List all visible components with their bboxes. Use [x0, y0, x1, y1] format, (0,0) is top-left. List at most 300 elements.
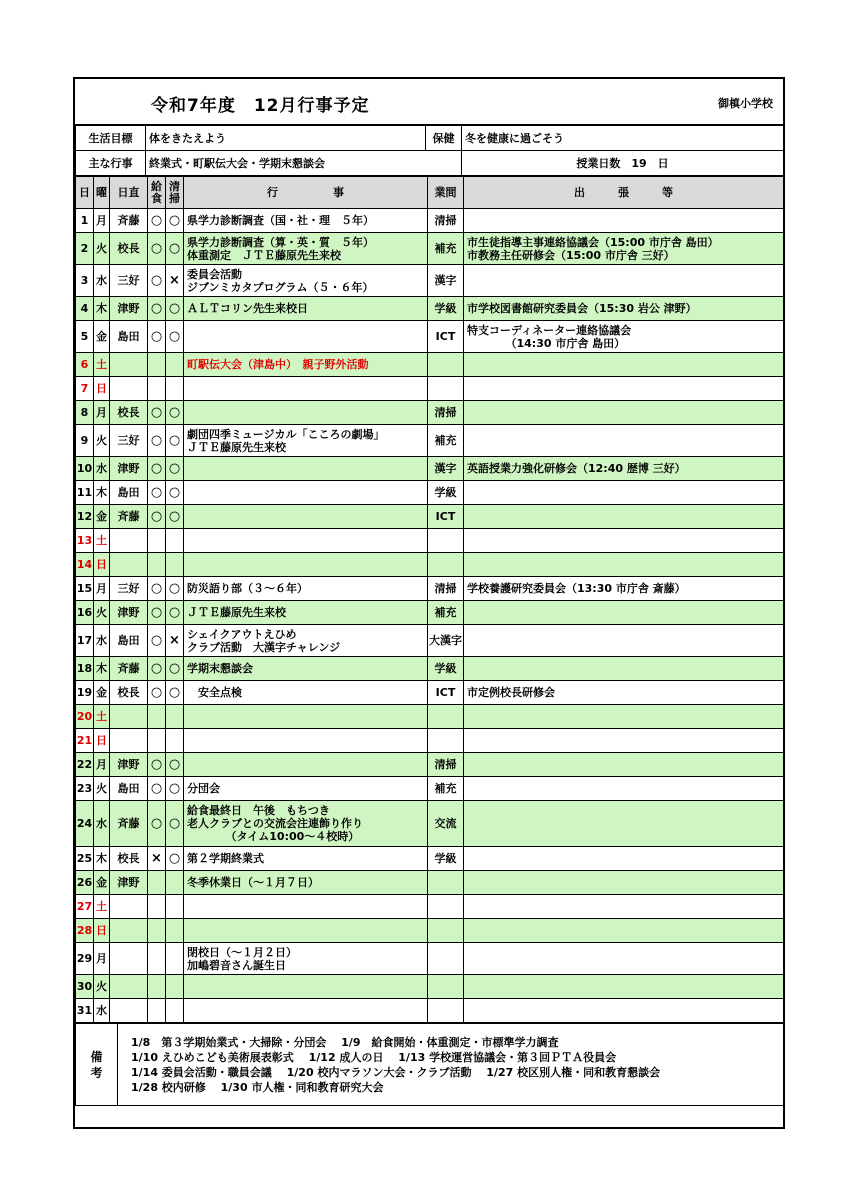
trip-cell — [464, 457, 784, 481]
event-line: 閉校日（～１月２日） — [187, 945, 297, 959]
weekday-cell: 火 — [94, 975, 110, 999]
event-line: 劇団四季ミュージカル「こころの劇場」 — [187, 427, 385, 441]
period-cell — [428, 871, 464, 895]
event-line: 加嶋碧音さん誕生日 — [187, 958, 286, 972]
lunch-cell: ○ — [148, 265, 166, 297]
event-line: ＡＬＴコリン先生来校日 — [187, 302, 308, 315]
clean-cell — [166, 705, 184, 729]
clean-cell: ○ — [166, 577, 184, 601]
clean-cell: ○ — [166, 505, 184, 529]
lunch-cell — [148, 919, 166, 943]
day-cell: 26 — [76, 871, 94, 895]
period-cell: 漢字 — [428, 265, 464, 297]
day-cell: 20 — [76, 705, 94, 729]
day-cell: 16 — [76, 601, 94, 625]
period-cell — [428, 999, 464, 1023]
table-row — [76, 705, 784, 729]
day-cell: 5 — [76, 321, 94, 353]
event-line: 冬季休業日（～１月７日） — [187, 876, 319, 889]
lunch-cell — [148, 871, 166, 895]
table-row — [76, 801, 784, 847]
events-label: 主な行事 — [76, 151, 146, 176]
day-cell: 15 — [76, 577, 94, 601]
day-cell: 24 — [76, 801, 94, 847]
clean-cell — [166, 377, 184, 401]
info-table — [75, 125, 784, 176]
weekday-cell: 金 — [94, 681, 110, 705]
duty-cell: 斉藤 — [110, 505, 148, 529]
lunch-cell — [148, 999, 166, 1023]
period-cell — [428, 377, 464, 401]
table-row — [76, 895, 784, 919]
title-row — [75, 79, 783, 125]
clean-cell: ○ — [166, 801, 184, 847]
period-cell: 大漢字 — [428, 625, 464, 657]
day-cell: 3 — [76, 265, 94, 297]
day-cell: 10 — [76, 457, 94, 481]
trip-cell — [464, 681, 784, 705]
day-cell: 7 — [76, 377, 94, 401]
lunch-cell: ○ — [148, 209, 166, 233]
weekday-cell: 月 — [94, 577, 110, 601]
header-row — [76, 177, 784, 209]
day-cell: 22 — [76, 753, 94, 777]
weekday-cell: 日 — [94, 553, 110, 577]
day-cell: 21 — [76, 729, 94, 753]
event-cell — [184, 353, 428, 377]
weekday-cell: 日 — [94, 377, 110, 401]
trip-cell — [464, 919, 784, 943]
weekday-cell: 金 — [94, 321, 110, 353]
clean-cell — [166, 943, 184, 975]
table-row — [76, 777, 784, 801]
period-cell: 補充 — [428, 233, 464, 265]
duty-cell: 校長 — [110, 401, 148, 425]
lunch-cell — [148, 353, 166, 377]
lunch-cell: ○ — [148, 233, 166, 265]
day-cell: 28 — [76, 919, 94, 943]
weekday-cell: 火 — [94, 233, 110, 265]
trip-cell — [464, 553, 784, 577]
page-title: 令和7年度 12月行事予定 — [151, 96, 370, 116]
trip-cell — [464, 297, 784, 321]
duty-cell — [110, 353, 148, 377]
duty-cell — [110, 895, 148, 919]
period-cell: 清掃 — [428, 209, 464, 233]
table-row — [76, 377, 784, 401]
day-cell: 4 — [76, 297, 94, 321]
duty-cell: 斉藤 — [110, 657, 148, 681]
period-cell: 補充 — [428, 425, 464, 457]
period-cell — [428, 553, 464, 577]
period-cell — [428, 943, 464, 975]
trip-cell — [464, 529, 784, 553]
lunch-cell — [148, 943, 166, 975]
event-line: 委員会活動 — [187, 267, 242, 281]
weekday-cell: 月 — [94, 753, 110, 777]
event-line: ＪＴＥ藤原先生来校 — [187, 440, 286, 454]
event-line: クラブ活動 大漢字チャレンジ — [187, 640, 341, 654]
trip-cell — [464, 705, 784, 729]
lunch-cell: ○ — [148, 777, 166, 801]
goal-row — [76, 126, 784, 151]
duty-cell — [110, 705, 148, 729]
table-row — [76, 353, 784, 377]
table-row — [76, 943, 784, 975]
weekday-cell: 木 — [94, 481, 110, 505]
event-cell — [184, 943, 428, 975]
clean-cell: ○ — [166, 425, 184, 457]
trip-cell — [464, 847, 784, 871]
lunch-cell: ○ — [148, 321, 166, 353]
lunch-cell — [148, 377, 166, 401]
period-cell: 補充 — [428, 601, 464, 625]
day-cell: 23 — [76, 777, 94, 801]
weekday-cell: 水 — [94, 265, 110, 297]
day-cell: 8 — [76, 401, 94, 425]
weekday-cell: 日 — [94, 729, 110, 753]
period-cell: ICT — [428, 505, 464, 529]
event-cell — [184, 975, 428, 999]
period-cell — [428, 895, 464, 919]
duty-cell: 津野 — [110, 297, 148, 321]
period-cell: 清掃 — [428, 753, 464, 777]
table-row — [76, 999, 784, 1023]
note-line: 1/10 えひめこども美術展表彰式 1/12 成人の日 1/13 学校運営協議会・第３回ＰＴＡ役員会 — [131, 1050, 617, 1064]
event-cell — [184, 777, 428, 801]
clean-cell: ○ — [166, 777, 184, 801]
period-cell: 清掃 — [428, 401, 464, 425]
clean-cell: ○ — [166, 209, 184, 233]
notes-label: 備 考 — [76, 1024, 118, 1106]
health-value: 冬を健康に過ごそう — [462, 126, 784, 151]
event-line: 町駅伝大会（津島中） 親子野外活動 — [187, 358, 369, 371]
lunch-cell — [148, 729, 166, 753]
table-row — [76, 321, 784, 353]
trip-cell — [464, 265, 784, 297]
col-event: 行 事 — [184, 177, 428, 209]
trip-cell — [464, 657, 784, 681]
duty-cell — [110, 529, 148, 553]
lunch-cell: ○ — [148, 801, 166, 847]
period-cell: 補充 — [428, 777, 464, 801]
event-cell — [184, 553, 428, 577]
clean-cell — [166, 729, 184, 753]
table-row — [76, 729, 784, 753]
trip-cell — [464, 505, 784, 529]
table-row — [76, 681, 784, 705]
clean-cell — [166, 353, 184, 377]
note-line: 1/8 第３学期始業式・大掃除・分団会 1/9 給食開始・体重測定・市標準学力調査 — [131, 1035, 559, 1049]
weekday-cell: 月 — [94, 401, 110, 425]
lunch-cell — [148, 529, 166, 553]
trip-cell — [464, 871, 784, 895]
table-row — [76, 233, 784, 265]
event-line: 老人クラブとの交流会注連飾り作り — [187, 817, 363, 830]
duty-cell: 三好 — [110, 577, 148, 601]
col-day: 日 — [76, 177, 94, 209]
event-cell — [184, 321, 428, 353]
event-cell — [184, 481, 428, 505]
duty-cell: 島田 — [110, 321, 148, 353]
event-line: ジブンミカタプログラム（５・６年） — [187, 280, 374, 294]
lunch-cell: ○ — [148, 657, 166, 681]
health-label: 保健 — [426, 126, 462, 151]
trip-cell — [464, 729, 784, 753]
day-cell: 27 — [76, 895, 94, 919]
col-lunch: 給 食 — [148, 177, 166, 209]
clean-cell: ○ — [166, 481, 184, 505]
clean-cell: ○ — [166, 657, 184, 681]
day-cell: 13 — [76, 529, 94, 553]
table-row — [76, 209, 784, 233]
trip-cell — [464, 209, 784, 233]
event-cell — [184, 729, 428, 753]
clean-cell: ○ — [166, 233, 184, 265]
trip-line: 学校養護研究委員会（13:30 市庁舎 斎藤） — [467, 582, 686, 595]
trip-cell — [464, 801, 784, 847]
trip-cell — [464, 353, 784, 377]
weekday-cell: 火 — [94, 425, 110, 457]
duty-cell: 校長 — [110, 233, 148, 265]
trip-cell — [464, 321, 784, 353]
table-row — [76, 919, 784, 943]
event-cell — [184, 999, 428, 1023]
event-cell — [184, 377, 428, 401]
col-trip: 出 張 等 — [464, 177, 784, 209]
col-clean: 清 掃 — [166, 177, 184, 209]
period-cell: 学級 — [428, 297, 464, 321]
lunch-cell: ○ — [148, 681, 166, 705]
duty-cell: 津野 — [110, 753, 148, 777]
duty-cell: 津野 — [110, 871, 148, 895]
notes-row — [76, 1024, 784, 1106]
clean-cell: × — [166, 625, 184, 657]
clean-cell: ○ — [166, 681, 184, 705]
period-cell: 学級 — [428, 657, 464, 681]
duty-cell — [110, 999, 148, 1023]
lunch-cell: × — [148, 847, 166, 871]
lunch-cell: ○ — [148, 425, 166, 457]
table-row — [76, 753, 784, 777]
weekday-cell: 木 — [94, 847, 110, 871]
event-line: 県学力診断調査（算・英・質 ５年） — [187, 235, 374, 249]
trip-line: 市学校図書館研究委員会（15:30 岩公 津野） — [467, 302, 697, 315]
event-line: （タイム10:00～４校時） — [187, 830, 360, 843]
col-period: 業間 — [428, 177, 464, 209]
period-cell — [428, 353, 464, 377]
weekday-cell: 金 — [94, 505, 110, 529]
event-cell — [184, 919, 428, 943]
goal-value: 体をきたえよう — [146, 126, 426, 151]
clean-cell — [166, 975, 184, 999]
lunch-cell: ○ — [148, 297, 166, 321]
event-line: 給食最終日 午後 もちつき — [187, 804, 330, 817]
clean-cell — [166, 529, 184, 553]
event-cell — [184, 753, 428, 777]
duty-cell — [110, 377, 148, 401]
table-row — [76, 657, 784, 681]
event-cell — [184, 681, 428, 705]
duty-cell — [110, 729, 148, 753]
event-cell — [184, 625, 428, 657]
lunch-cell: ○ — [148, 401, 166, 425]
duty-cell: 斉藤 — [110, 801, 148, 847]
weekday-cell: 水 — [94, 801, 110, 847]
event-cell — [184, 425, 428, 457]
table-row — [76, 975, 784, 999]
event-cell — [184, 847, 428, 871]
clean-cell: ○ — [166, 601, 184, 625]
trip-line: 市教務主任研修会（15:00 市庁舎 三好） — [467, 248, 675, 262]
duty-cell: 斉藤 — [110, 209, 148, 233]
clean-cell — [166, 999, 184, 1023]
duty-cell: 津野 — [110, 457, 148, 481]
trip-cell — [464, 425, 784, 457]
duty-cell: 津野 — [110, 601, 148, 625]
notes-table — [75, 1023, 784, 1106]
period-cell — [428, 705, 464, 729]
weekday-cell: 土 — [94, 353, 110, 377]
schedule-sheet — [73, 77, 785, 1129]
weekday-cell: 木 — [94, 657, 110, 681]
event-cell — [184, 505, 428, 529]
lunch-cell: ○ — [148, 577, 166, 601]
weekday-cell: 月 — [94, 943, 110, 975]
duty-cell: 校長 — [110, 847, 148, 871]
duty-cell: 校長 — [110, 681, 148, 705]
school-days: 授業日数 19 日 — [462, 151, 784, 176]
event-cell — [184, 705, 428, 729]
schedule-table — [75, 176, 784, 1023]
event-line: ＪＴＥ藤原先生来校 — [187, 606, 286, 619]
school-name: 御槙小学校 — [718, 97, 773, 110]
duty-cell: 島田 — [110, 777, 148, 801]
weekday-cell: 日 — [94, 919, 110, 943]
clean-cell: ○ — [166, 321, 184, 353]
trip-cell — [464, 895, 784, 919]
duty-cell: 三好 — [110, 425, 148, 457]
duty-cell — [110, 943, 148, 975]
event-cell — [184, 871, 428, 895]
event-cell — [184, 209, 428, 233]
clean-cell: ○ — [166, 297, 184, 321]
event-line: シェイクアウトえひめ — [187, 627, 297, 641]
trip-cell — [464, 753, 784, 777]
day-cell: 11 — [76, 481, 94, 505]
trip-line: （14:30 市庁舎 島田） — [467, 336, 626, 350]
day-cell: 14 — [76, 553, 94, 577]
day-cell: 29 — [76, 943, 94, 975]
lunch-cell — [148, 705, 166, 729]
table-row — [76, 871, 784, 895]
period-cell — [428, 919, 464, 943]
notes-body — [118, 1024, 784, 1106]
event-line: 学期末懇談会 — [187, 662, 253, 675]
day-cell: 25 — [76, 847, 94, 871]
period-cell: 漢字 — [428, 457, 464, 481]
day-cell: 19 — [76, 681, 94, 705]
event-cell — [184, 233, 428, 265]
duty-cell — [110, 919, 148, 943]
weekday-cell: 土 — [94, 529, 110, 553]
duty-cell: 三好 — [110, 265, 148, 297]
duty-cell — [110, 975, 148, 999]
period-cell — [428, 529, 464, 553]
clean-cell — [166, 871, 184, 895]
lunch-cell: ○ — [148, 753, 166, 777]
day-cell: 2 — [76, 233, 94, 265]
table-row — [76, 481, 784, 505]
clean-cell: ○ — [166, 753, 184, 777]
weekday-cell: 木 — [94, 297, 110, 321]
event-cell — [184, 895, 428, 919]
trip-cell — [464, 943, 784, 975]
trip-cell — [464, 975, 784, 999]
event-cell — [184, 297, 428, 321]
period-cell: 学級 — [428, 481, 464, 505]
table-row — [76, 505, 784, 529]
weekday-cell: 月 — [94, 209, 110, 233]
period-cell — [428, 729, 464, 753]
event-cell — [184, 457, 428, 481]
table-row — [76, 457, 784, 481]
table-row — [76, 847, 784, 871]
col-duty: 日直 — [110, 177, 148, 209]
event-line: 防災語り部（３～６年） — [187, 582, 308, 595]
event-line: 体重測定 ＪＴＥ藤原先生来校 — [187, 248, 341, 262]
events-value: 終業式・町駅伝大会・学期末懇談会 — [146, 151, 462, 176]
weekday-cell: 金 — [94, 871, 110, 895]
event-cell — [184, 801, 428, 847]
weekday-cell: 土 — [94, 705, 110, 729]
event-cell — [184, 657, 428, 681]
event-cell — [184, 577, 428, 601]
trip-line: 特支コーディネーター連絡協議会 — [467, 323, 632, 337]
lunch-cell — [148, 895, 166, 919]
event-line: 安全点検 — [187, 686, 242, 699]
note-line: 1/28 校内研修 1/30 市人権・同和教育研究大会 — [131, 1080, 384, 1094]
lunch-cell: ○ — [148, 505, 166, 529]
clean-cell — [166, 919, 184, 943]
trip-cell — [464, 601, 784, 625]
trip-line: 市生徒指導主事連絡協議会（15:00 市庁舎 島田） — [467, 235, 719, 249]
lunch-cell — [148, 553, 166, 577]
event-cell — [184, 401, 428, 425]
event-line: 県学力診断調査（国・社・理 ５年） — [187, 214, 374, 227]
period-cell: 学級 — [428, 847, 464, 871]
trip-line: 英語授業力強化研修会（12:40 歴博 三好） — [467, 462, 686, 475]
table-row — [76, 297, 784, 321]
day-cell: 1 — [76, 209, 94, 233]
duty-cell: 島田 — [110, 481, 148, 505]
clean-cell: ○ — [166, 457, 184, 481]
trip-cell — [464, 481, 784, 505]
trip-cell — [464, 401, 784, 425]
period-cell: ICT — [428, 321, 464, 353]
period-cell — [428, 975, 464, 999]
duty-cell: 島田 — [110, 625, 148, 657]
day-cell: 18 — [76, 657, 94, 681]
clean-cell: × — [166, 265, 184, 297]
lunch-cell: ○ — [148, 481, 166, 505]
goal-label: 生活目標 — [76, 126, 146, 151]
event-cell — [184, 529, 428, 553]
clean-cell — [166, 553, 184, 577]
event-cell — [184, 601, 428, 625]
day-cell: 6 — [76, 353, 94, 377]
trip-cell — [464, 999, 784, 1023]
